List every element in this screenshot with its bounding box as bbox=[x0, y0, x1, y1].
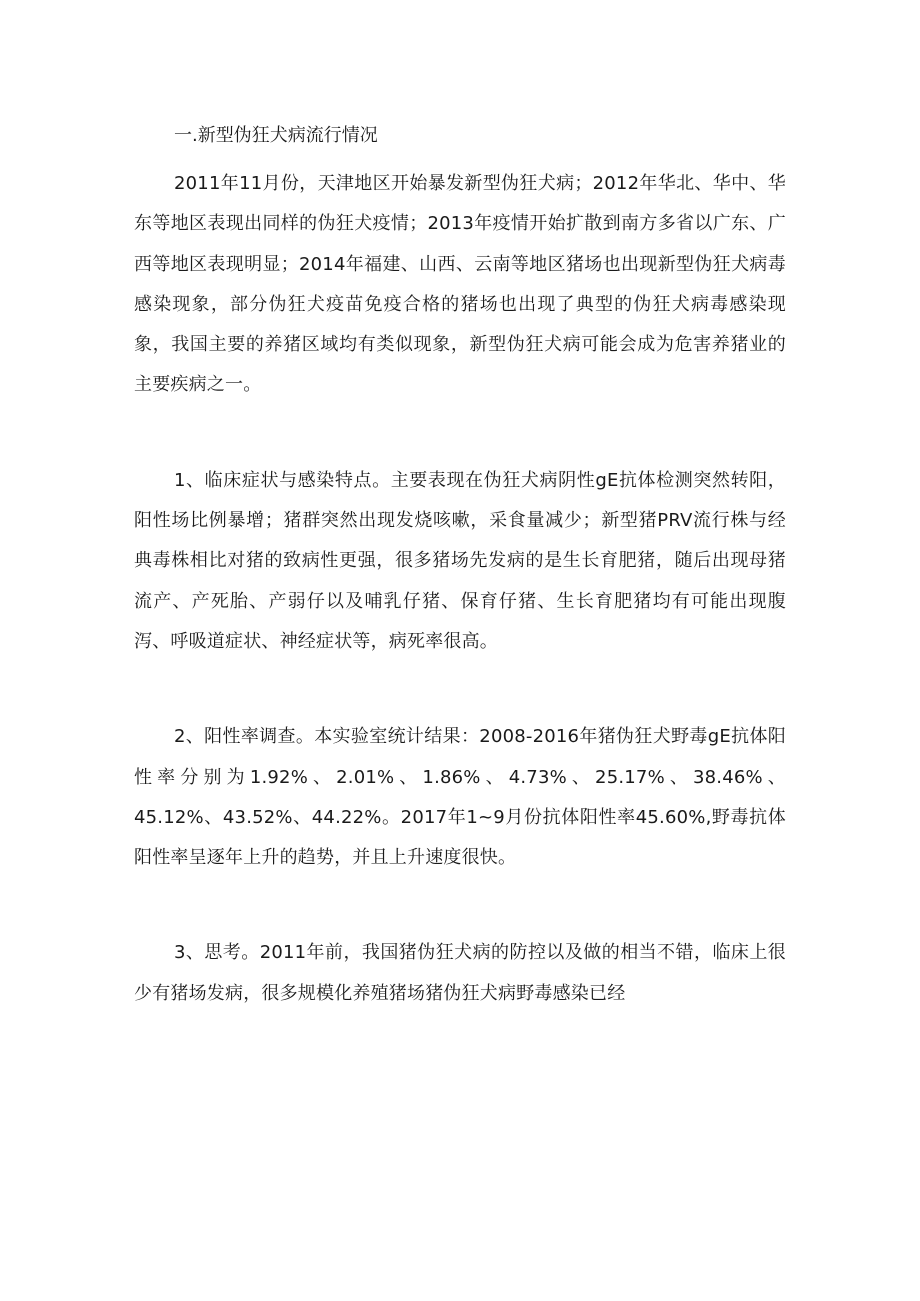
paragraph-reflection: 3、思考。2011年前，我国猪伪狂犬病的防控以及做的相当不错，临床上很少有猪场发病，很多规模化养殖猪场猪伪狂犬病野毒感染已经 bbox=[134, 942, 786, 1004]
paragraph-epidemic-history: 2011年11月份，天津地区开始暴发新型伪狂犬病；2012年华北、华中、华东等地区表现出同样的伪狂犬疫情；2013年疫情开始扩散到南方多省以广东、广西等地区表现明显；2014年福建、山西、云南等地区猪场也出现新型伪狂犬病毒感染现象，部分伪狂犬疫苗免疫合格的猪场也出现了典型的伪狂犬病毒感染现象，我国主要的养猪区域均有类似现象，新型伪狂犬病可能会成为危害养猪业的主要疾病之一。 bbox=[134, 173, 786, 396]
spacer bbox=[134, 156, 786, 164]
spacer bbox=[134, 406, 786, 461]
document-body bbox=[134, 116, 786, 1014]
spacer bbox=[134, 662, 786, 717]
paragraph-positive-rate-survey: 2、阳性率调查。本实验室统计结果：2008-2016年猪伪狂犬野毒gE抗体阳性率分别为1.92%、2.01%、1.86%、4.73%、25.17%、38.46%、45.12%、43.52%、44.22%。2017年1~9月份抗体阳性率45.60%,野毒抗体阳性率呈逐年上升的趋势，并且上升速度很快。 bbox=[134, 726, 786, 869]
paragraph-clinical-symptoms: 1、临床症状与感染特点。主要表现在伪狂犬病阴性gE抗体检测突然转阳，阳性场比例暴增；猪群突然出现发烧咳嗽，采食量减少；新型猪PRV流行株与经典毒株相比对猪的致病性更强，很多猪场先发病的是生长育肥猪，随后出现母猪流产、产死胎、产弱仔以及哺乳仔猪、保育仔猪、生长育肥猪均有可能出现腹泻、呼吸道症状、神经症状等，病死率很高。 bbox=[134, 469, 786, 652]
section-heading: 一.新型伪狂犬病流行情况 bbox=[174, 125, 378, 146]
spacer bbox=[134, 878, 786, 933]
